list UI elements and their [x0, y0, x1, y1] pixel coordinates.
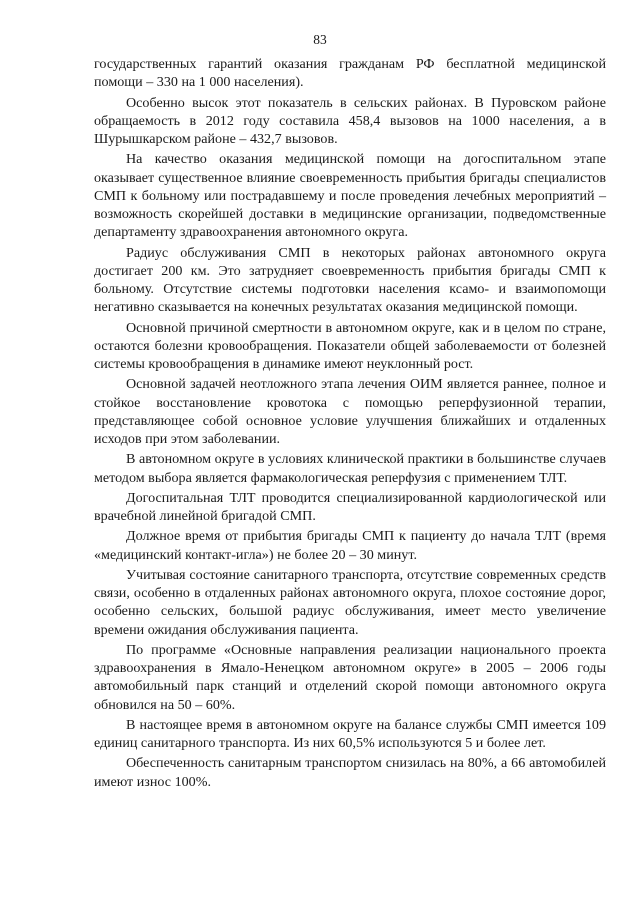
paragraph: В автономном округе в условиях клинической практики в большинстве случаев методом выбора является фармакологическая реперфузия с применением ТЛТ.: [94, 451, 606, 486]
paragraph-continued: государственных гарантий оказания гражданам РФ бесплатной медицинской помощи – 330 на 1 000 населения).: [94, 56, 606, 91]
paragraph: Особенно высок этот показатель в сельских районах. В Пуровском районе обращаемость в 2012 году составила 458,4 вызовов на 1000 населения, а в Шурышкарском районе – 432,7 вызовов.: [94, 94, 606, 147]
paragraph: В настоящее время в автономном округе на балансе службы СМП имеется 109 единиц санитарного транспорта. Из них 60,5% используются 5 и более лет.: [94, 716, 606, 751]
paragraph: Основной задачей неотложного этапа лечения ОИМ является раннее, полное и стойкое восстановление кровотока с помощью реперфузионной терапии, представляющее собой основное условие улучшения ближайших и отдаленных исходов при этом заболевании.: [94, 376, 606, 447]
paragraph: Должное время от прибытия бригады СМП к пациенту до начала ТЛТ (время «медицинский контакт-игла») не более 20 – 30 минут.: [94, 528, 606, 563]
paragraph: Догоспитальная ТЛТ проводится специализированной кардиологической или врачебной линейной бригадой СМП.: [94, 489, 606, 524]
document-body: [94, 55, 606, 793]
paragraph: По программе «Основные направления реализации национального проекта здравоохранения в Ямало-Ненецком автономном округе» в 2005 – 2006 годы автомобильный парк станций и отделений скорой помощи автономного округа обновился на 50 – 60%.: [94, 641, 606, 713]
page-number: 83: [313, 32, 327, 47]
paragraph: Радиус обслуживания СМП в некоторых районах автономного округа достигает 200 км. Это затрудняет своевременность прибытия бригады СМП к больному. Отсутствие системы подготовки населения ксамо- и взаимопомощи негативно сказывается на конечных результатах оказания медицинской помощи.: [94, 244, 606, 316]
paragraph: Основной причиной смертности в автономном округе, как и в целом по стране, остаются болезни кровообращения. Показатели общей заболеваемости от болезней системы кровообращения в динамике имеют неуклонный рост.: [94, 319, 606, 372]
paragraph: Обеспеченность санитарным транспортом снизилась на 80%, а 66 автомобилей имеют износ 100%.: [94, 755, 606, 790]
paragraph: На качество оказания медицинской помощи на догоспитальном этапе оказывает существенное влияние своевременность прибытия бригады специалистов СМП к больному или пострадавшему и после проведения лечебных мероприятий – возможность скорейшей доставки в медицинские организации, подведомственные департаменту здравоохранения автономного округа.: [94, 151, 606, 241]
paragraph: Учитывая состояние санитарного транспорта, отсутствие современных средств связи, особенно в отдаленных районах автономного округа, плохое состояние дорог, особенно сельских, большой радиус обслуживания, имеет место увеличение времени ожидания обслуживания пациента.: [94, 566, 606, 638]
